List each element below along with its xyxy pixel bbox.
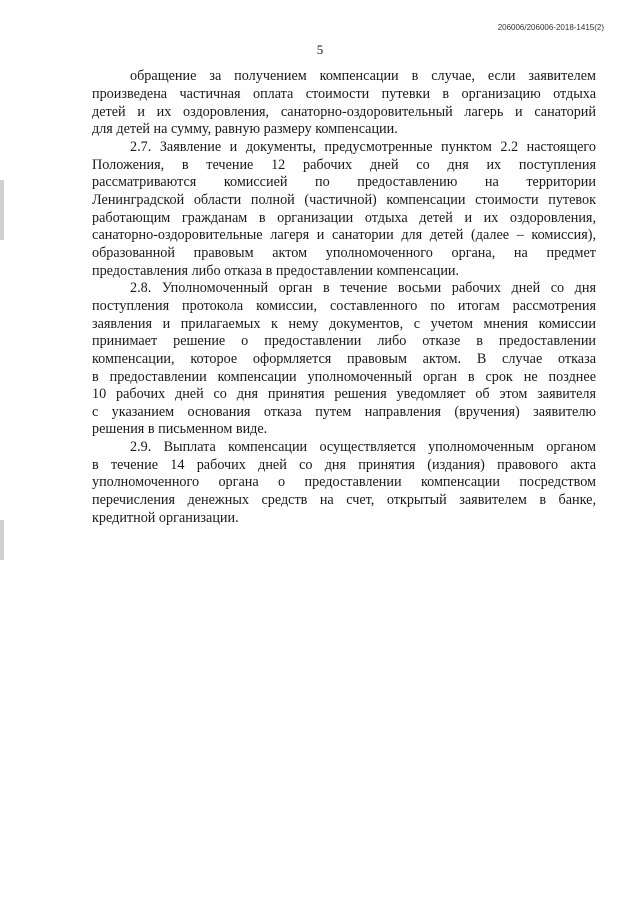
paragraph-line: произведена частичная оплата стоимости путевки в организацию отдыха	[92, 86, 596, 102]
paragraph-line: в предоставлении компенсации уполномоченный орган в срок не позднее	[92, 369, 596, 385]
paragraph-line: решения в письменном виде.	[92, 421, 268, 437]
paragraph-line: в течение 14 рабочих дней со дня принятия (издания) правового акта	[92, 457, 596, 473]
scan-edge-mark	[0, 520, 4, 560]
paragraph-line: 2.9. Выплата компенсации осуществляется уполномоченным органом	[130, 439, 596, 455]
scan-edge-mark	[0, 180, 4, 240]
document-id: 206006/206006-2018-1415(2)	[497, 23, 604, 32]
paragraph-line: Ленинградской области полной (частичной) компенсации стоимости путевок	[92, 192, 596, 208]
paragraph-line: для детей на сумму, равную размеру компенсации.	[92, 121, 398, 137]
paragraph-line: Положения, в течение 12 рабочих дней со дня их поступления	[92, 157, 596, 173]
paragraph-line: уполномоченного органа о предоставлении компенсации посредством	[92, 474, 596, 490]
paragraph-line: заявления и прилагаемых к нему документов, с учетом мнения комиссии	[92, 316, 596, 332]
paragraph-line: предоставления либо отказа в предоставлении компенсации.	[92, 263, 460, 279]
paragraph-line: перечисления денежных средств на счет, открытый заявителем в банке,	[92, 492, 596, 508]
paragraph-line: рассматриваются комиссией по предоставлению на территории	[92, 174, 596, 190]
paragraph-line: с указанием основания отказа путем направления (вручения) заявителю	[92, 404, 596, 420]
paragraph-line: обращение за получением компенсации в случае, если заявителем	[130, 68, 596, 84]
paragraph-line: кредитной организации.	[92, 510, 239, 526]
paragraph-line: 2.7. Заявление и документы, предусмотренные пунктом 2.2 настоящего	[130, 139, 596, 155]
paragraph-line: детей и их оздоровления, санаторно-оздоровительный лагерь и санаторий	[92, 104, 596, 120]
page-number: 5	[316, 42, 324, 57]
paragraph-line: работающим гражданам в организации отдыха детей и их оздоровления,	[92, 210, 596, 226]
paragraph-line: принимает решение о предоставлении либо отказе в предоставлении	[92, 333, 596, 349]
paragraph-line: санаторно-оздоровительные лагеря и санатории для детей (далее – комиссия),	[92, 227, 596, 243]
paragraph-line: компенсации, которое оформляется правовым актом. В случае отказа	[92, 351, 596, 367]
paragraph-line: 2.8. Уполномоченный орган в течение восьми рабочих дней со дня	[130, 280, 596, 296]
paragraph-line: поступления протокола комиссии, составленного по итогам рассмотрения	[92, 298, 596, 314]
paragraph-line: образованной правовым актом уполномоченного органа, на предмет	[92, 245, 596, 261]
paragraph-line: 10 рабочих дней со дня принятия решения уведомляет об этом заявителя	[92, 386, 596, 402]
